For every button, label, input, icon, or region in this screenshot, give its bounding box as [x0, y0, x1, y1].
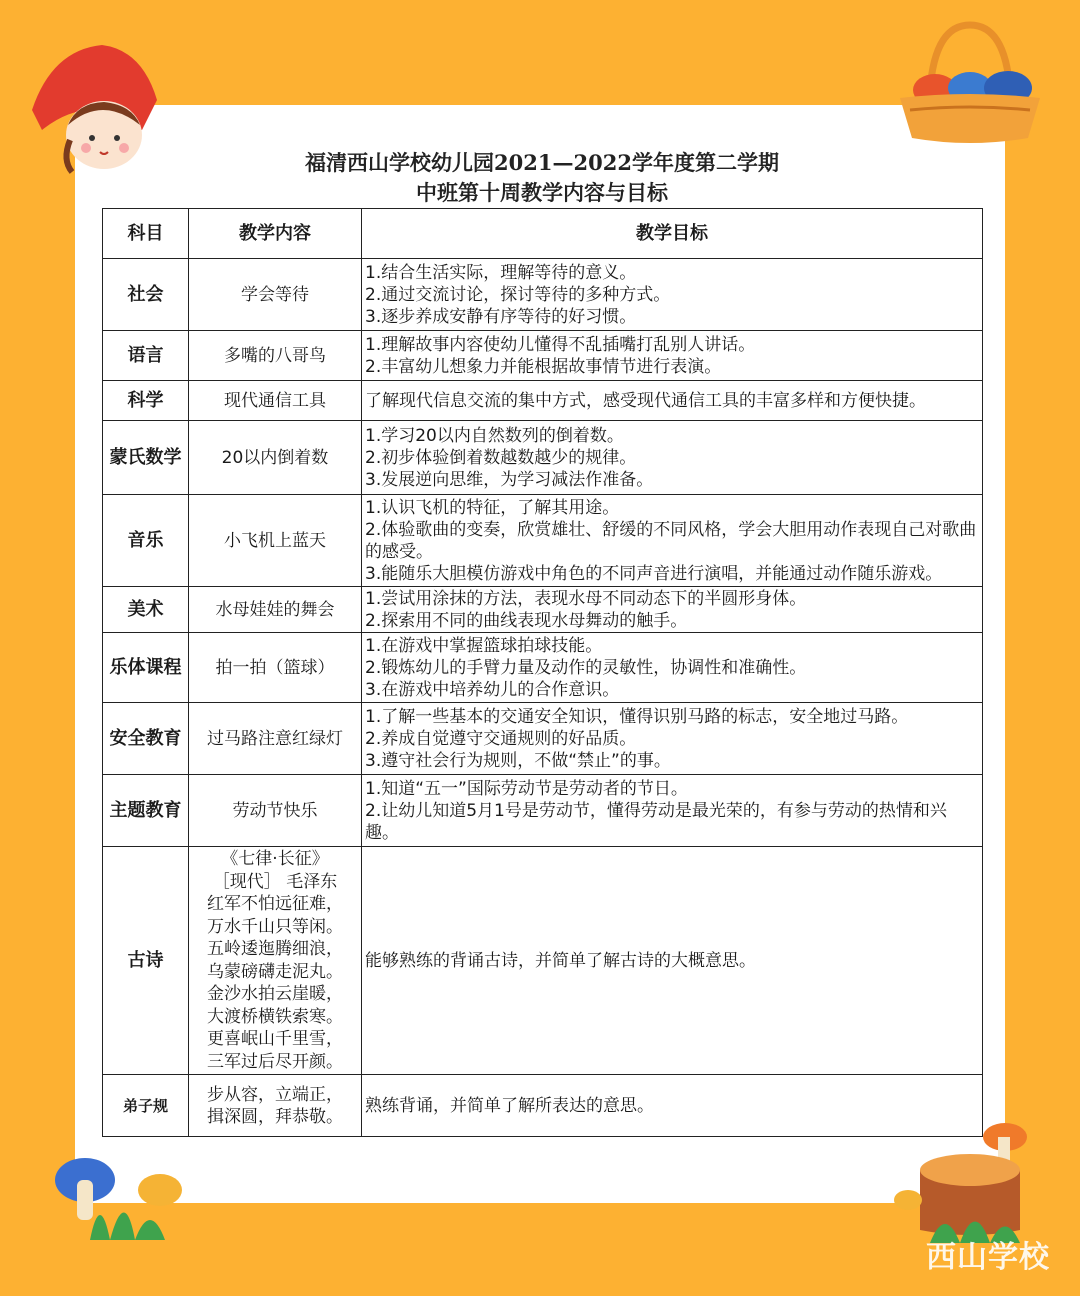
goal-line: 3.逐步养成安静有序等待的好习惯。	[365, 306, 637, 327]
subject-cell: 古诗	[103, 847, 189, 1075]
verse-line: 步从容，立端正，	[207, 1084, 343, 1105]
goal-line: 3.遵守社会行为规则，不做“禁止”的事。	[365, 750, 671, 771]
goal-cell	[362, 421, 983, 495]
goal-line: 1.认识飞机的特征，了解其用途。	[365, 497, 620, 518]
poem-cell	[189, 847, 362, 1075]
goal-line: 1.了解一些基本的交通安全知识，懂得识别马路的标志，安全地过马路。	[365, 706, 909, 727]
poem-line: 金沙水拍云崖暖，	[207, 984, 343, 1004]
goal-line: 2.通过交流讨论，探讨等待的多种方式。	[365, 284, 671, 305]
poem-line: 乌蒙磅礴走泥丸。	[207, 961, 343, 982]
goal-line: 2.体验歌曲的变奏，欣赏雄壮、舒缓的不同风格，学会大胆用动作表现自己对歌曲的感受。	[365, 519, 977, 562]
page-title	[102, 148, 982, 208]
verse-line: 揖深圆，拜恭敬。	[207, 1106, 343, 1127]
poem-line: 更喜岷山千里雪，	[207, 1029, 343, 1049]
content-cell: 小飞机上蓝天	[189, 495, 362, 587]
goal-line: 2.丰富幼儿想象力并能根据故事情节进行表演。	[365, 356, 722, 377]
title-line-2: 中班第十周教学内容与目标	[416, 180, 668, 205]
table-row	[103, 633, 983, 703]
subject-cell: 乐体课程	[103, 633, 189, 703]
content-cell: 现代通信工具	[189, 381, 362, 421]
basket-mushrooms-icon	[890, 20, 1050, 145]
goal-line: 2.初步体验倒着数越数越少的规律。	[365, 447, 637, 468]
table-header-row	[103, 209, 983, 259]
title-line-1: 福清西山学校幼儿园2021—2022学年度第二学期	[305, 150, 779, 175]
subject-cell: 主题教育	[103, 775, 189, 847]
goal-line: 了解现代信息交流的集中方式，感受现代通信工具的丰富多样和方便快捷。	[365, 390, 926, 411]
content-cell: 劳动节快乐	[189, 775, 362, 847]
schedule-sheet	[102, 148, 982, 1137]
poem-line: 五岭逶迤腾细浪，	[207, 939, 343, 959]
goal-line: 3.发展逆向思维，为学习减法作准备。	[365, 469, 654, 490]
header-goal: 教学目标	[362, 209, 983, 259]
schedule-table	[102, 208, 983, 1137]
goal-cell	[362, 775, 983, 847]
table-row	[103, 775, 983, 847]
subject-cell: 社会	[103, 259, 189, 331]
subject-cell: 美术	[103, 587, 189, 633]
goal-line: 2.让幼儿知道5月1号是劳动节，懂得劳动是最光荣的，有参与劳动的热情和兴趣。	[365, 800, 947, 843]
content-cell	[189, 1075, 362, 1137]
table-row	[103, 587, 983, 633]
table-row	[103, 331, 983, 381]
poem-line: 红军不怕远征难，	[207, 894, 343, 914]
content-cell: 水母娃娃的舞会	[189, 587, 362, 633]
table-row	[103, 381, 983, 421]
goal-line: 1.理解故事内容使幼儿懂得不乱插嘴打乱别人讲话。	[365, 334, 756, 355]
poem-line: 万水千山只等闲。	[207, 916, 343, 937]
goal-line: 2.锻炼幼儿的手臂力量及动作的灵敏性，协调性和准确性。	[365, 657, 807, 678]
table-row-poem	[103, 847, 983, 1075]
goal-line: 3.在游戏中培养幼儿的合作意识。	[365, 679, 620, 700]
poem-line: ［现代］ 毛泽东	[212, 871, 338, 892]
mushroom-grass-icon	[50, 1150, 190, 1240]
content-cell: 过马路注意红绿灯	[189, 703, 362, 775]
subject-cell: 弟子规	[103, 1075, 189, 1137]
poem-line: 《七律·长征》	[221, 849, 329, 869]
goal-line: 1.在游戏中掌握篮球拍球技能。	[365, 635, 603, 656]
goal-cell	[362, 703, 983, 775]
goal-line: 1.尝试用涂抹的方法，表现水母不同动态下的半圆形身体。	[365, 588, 807, 609]
goal-line: 1.学习20以内自然数列的倒着数。	[365, 425, 624, 446]
subject-cell: 科学	[103, 381, 189, 421]
goal-cell	[362, 633, 983, 703]
content-cell: 学会等待	[189, 259, 362, 331]
goal-cell: 熟练背诵，并简单了解所表达的意思。	[362, 1075, 983, 1137]
subject-cell: 音乐	[103, 495, 189, 587]
watermark: 西山学校	[926, 1240, 1050, 1275]
content-cell: 20以内倒着数	[189, 421, 362, 495]
table-row	[103, 259, 983, 331]
goal-cell	[362, 495, 983, 587]
table-row	[103, 421, 983, 495]
poem-line: 大渡桥横铁索寒。	[207, 1006, 343, 1027]
subject-cell: 蒙氏数学	[103, 421, 189, 495]
goal-line: 1.结合生活实际，理解等待的意义。	[365, 262, 637, 283]
goal-cell	[362, 331, 983, 381]
goal-line: 3.能随乐大胆模仿游戏中角色的不同声音进行演唱，并能通过动作随乐游戏。	[365, 563, 943, 584]
goal-cell	[362, 259, 983, 331]
goal-cell	[362, 587, 983, 633]
table-row-dizigui	[103, 1075, 983, 1137]
goal-line: 1.知道“五一”国际劳动节是劳动者的节日。	[365, 778, 688, 799]
poem-line: 三军过后尽开颜。	[207, 1051, 343, 1072]
table-row	[103, 495, 983, 587]
content-cell: 多嘴的八哥鸟	[189, 331, 362, 381]
table-row	[103, 703, 983, 775]
header-subject: 科目	[103, 209, 189, 259]
goal-line: 2.探索用不同的曲线表现水母舞动的触手。	[365, 610, 688, 631]
subject-cell: 安全教育	[103, 703, 189, 775]
goal-cell	[362, 381, 983, 421]
content-cell: 拍一拍（篮球）	[189, 633, 362, 703]
subject-cell: 语言	[103, 331, 189, 381]
goal-line: 2.养成自觉遵守交通规则的好品质。	[365, 728, 637, 749]
goal-cell: 能够熟练的背诵古诗，并简单了解古诗的大概意思。	[362, 847, 983, 1075]
header-content: 教学内容	[189, 209, 362, 259]
